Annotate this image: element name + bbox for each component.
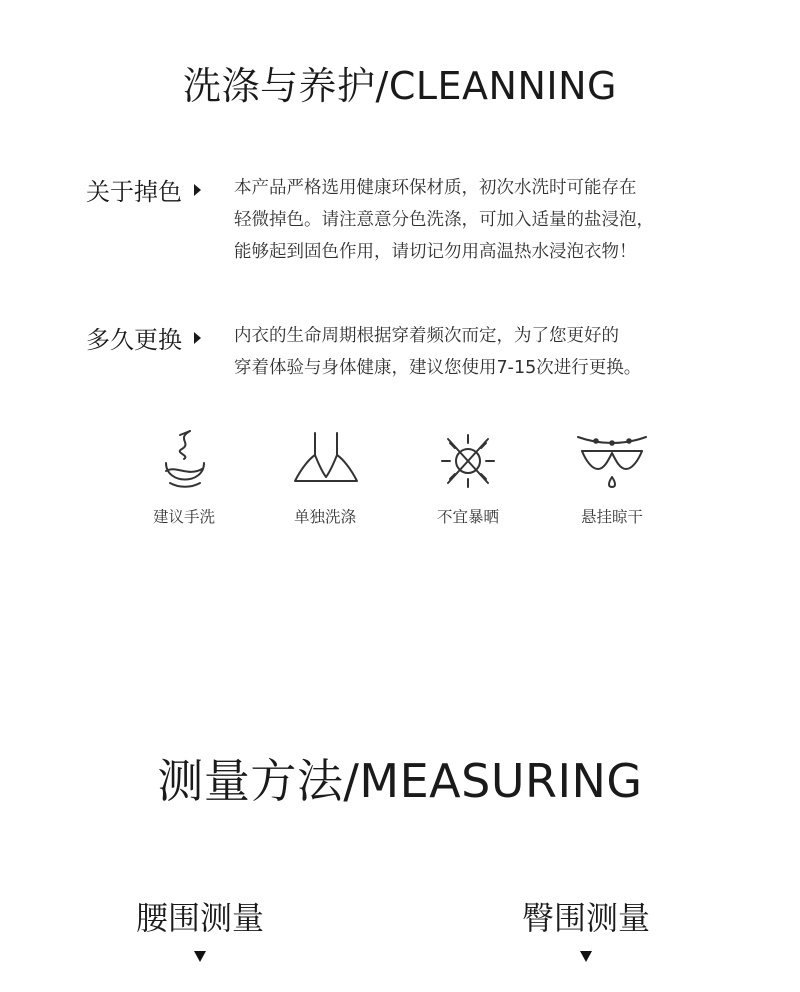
no-sun-caption: 不宜暴晒 bbox=[436, 508, 499, 526]
description-line: 本产品严格选用健康环保材质，初次水洗时可能存在 bbox=[234, 178, 637, 198]
hand-wash-caption: 建议手洗 bbox=[152, 508, 215, 526]
no-sun-item bbox=[408, 425, 528, 527]
hang-dry-caption: 悬挂晾干 bbox=[580, 508, 643, 526]
replacement-label-text: 多久更换 bbox=[86, 326, 182, 354]
replacement-label bbox=[86, 320, 201, 355]
no-sun-icon bbox=[428, 425, 508, 493]
fading-description bbox=[234, 172, 704, 268]
hang-dry-icon bbox=[572, 425, 652, 493]
description-line: 穿着体验与身体健康，建议您使用7-15次进行更换。 bbox=[234, 358, 642, 378]
triangle-right-icon bbox=[194, 332, 201, 344]
hip-measure-label bbox=[506, 893, 666, 962]
description-line: 内衣的生命周期根据穿着频次而定，为了您更好的 bbox=[234, 326, 619, 346]
fading-label-text: 关于掉色 bbox=[86, 178, 182, 206]
separate-wash-caption: 单独洗涤 bbox=[293, 508, 356, 526]
triangle-right-icon bbox=[194, 184, 201, 196]
hand-wash-icon bbox=[144, 425, 224, 493]
fading-label bbox=[86, 172, 201, 207]
separate-wash-item bbox=[265, 425, 385, 527]
separate-wash-icon bbox=[285, 425, 365, 493]
care-icons-row bbox=[0, 425, 800, 535]
triangle-down-icon bbox=[580, 951, 592, 962]
triangle-down-icon bbox=[194, 951, 206, 962]
hand-wash-item bbox=[124, 425, 244, 527]
replacement-description bbox=[234, 320, 704, 384]
description-line: 能够起到固色作用，请切记勿用高温热水浸泡衣物！ bbox=[234, 242, 637, 262]
description-line: 轻微掉色。请注意意分色洗涤，可加入适量的盐浸泡， bbox=[234, 210, 654, 230]
measure-section-title: 测量方法/MEASURING bbox=[157, 754, 643, 808]
care-section-title: 洗涤与养护/CLEANNING bbox=[183, 64, 617, 108]
hang-dry-item bbox=[552, 425, 672, 527]
waist-measure-text: 腰围测量 bbox=[135, 899, 264, 937]
hip-measure-text: 臀围测量 bbox=[521, 899, 650, 937]
waist-measure-label bbox=[120, 893, 280, 962]
